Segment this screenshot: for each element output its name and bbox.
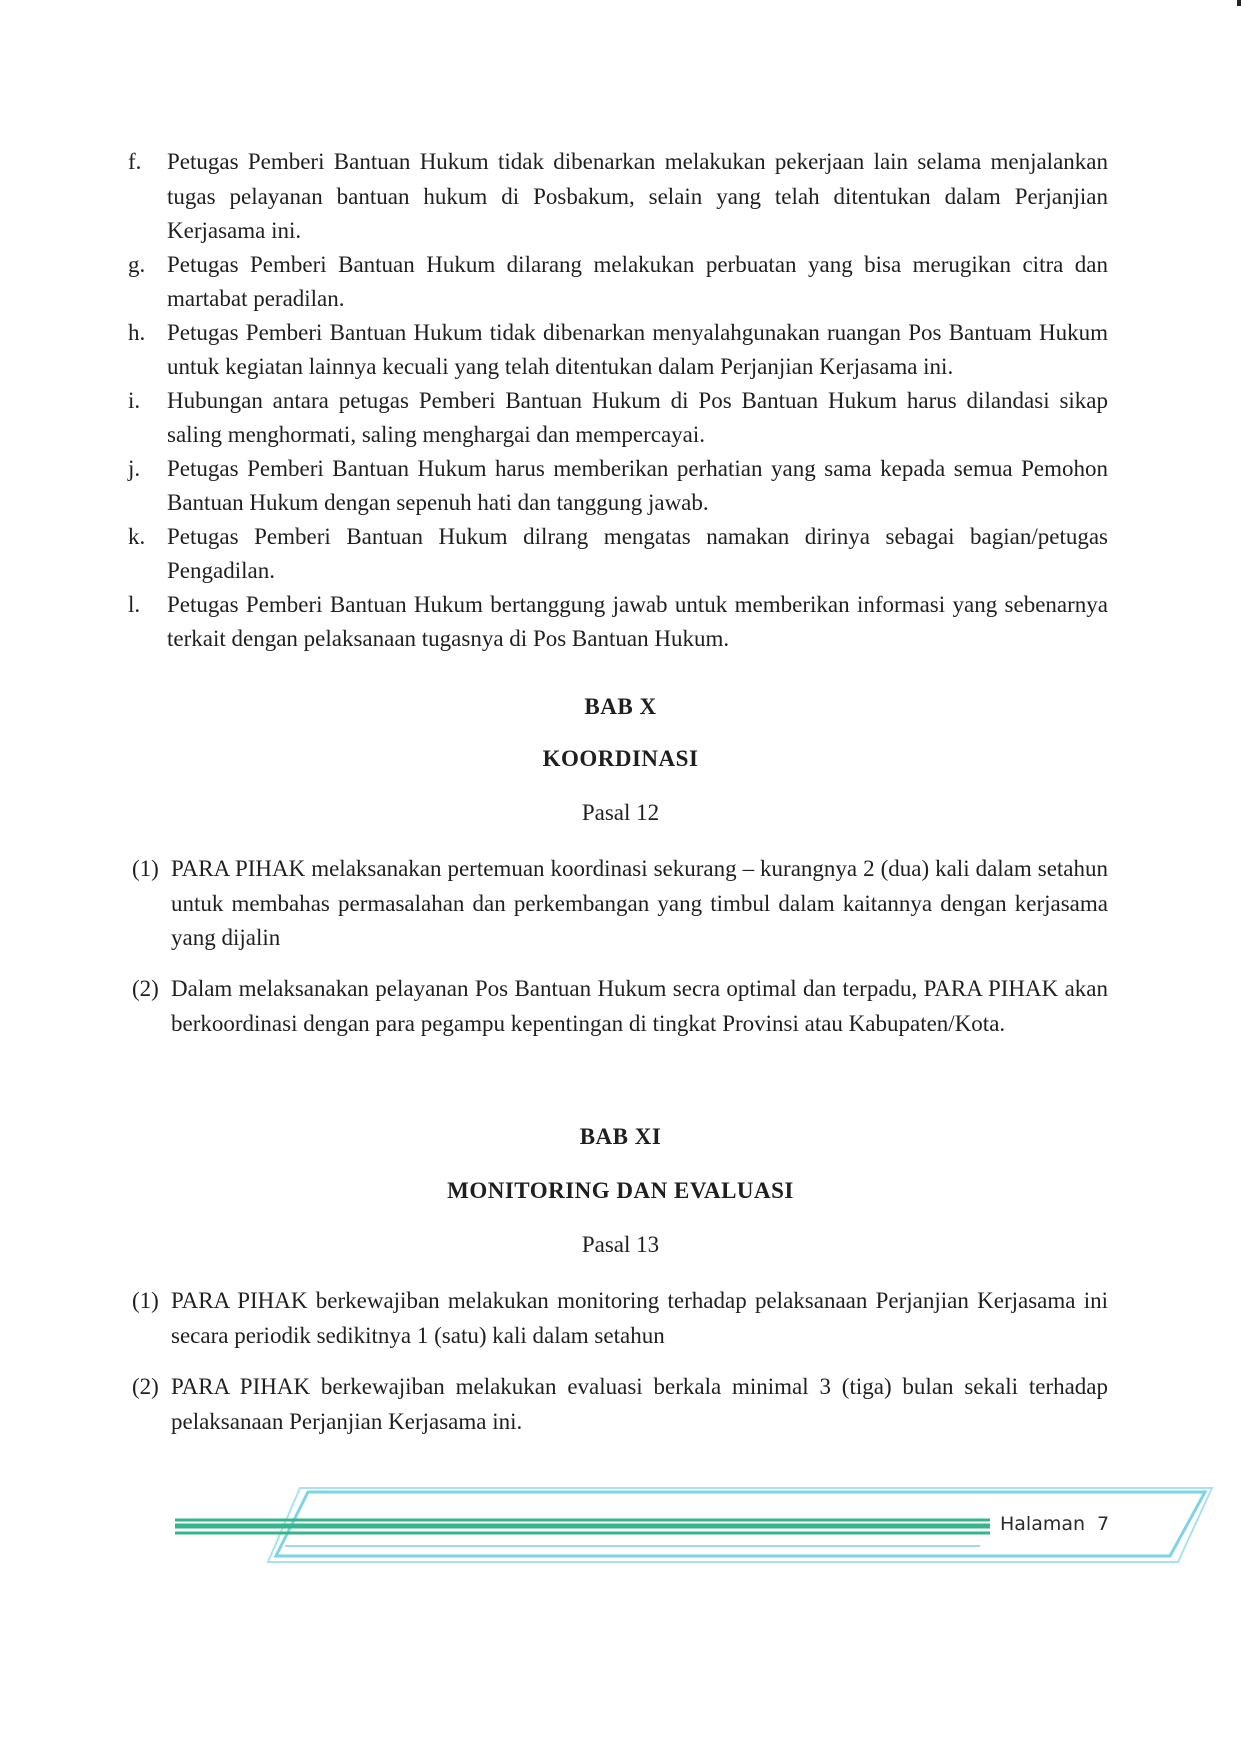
- chapter-heading: BAB X: [584, 694, 657, 719]
- list-item: [128, 452, 1108, 521]
- obligation-list: [128, 145, 1108, 656]
- list-marker: k.: [128, 523, 146, 549]
- list-item: [128, 316, 1108, 385]
- list-item: [128, 145, 1108, 249]
- clause: [132, 852, 1108, 956]
- article-heading: Pasal 12: [581, 800, 660, 825]
- list-item: [128, 588, 1108, 657]
- clause-text: PARA PIHAK berkewajiban melakukan monitoring terhadap pelaksanaan Perjanjian Kerjasama ini secara periodik sedikitnya 1 (satu) kali dalam setahun: [171, 1288, 1108, 1348]
- list-item-text: Hubungan antara petugas Pemberi Bantuan Hukum di Pos Bantuan Hukum harus dilandasi sikap saling menghormati, saling menghargai dan mempercayai.: [167, 387, 1108, 447]
- article-heading: Pasal 13: [581, 1232, 660, 1257]
- list-item-text: Petugas Pemberi Bantuan Hukum harus memberikan perhatian yang sama kepada semua Pemohon Bantuan Hukum dengan sepenuh hati dan tanggung jawab.: [167, 455, 1108, 515]
- list-item: [128, 384, 1108, 453]
- list-item-text: Petugas Pemberi Bantuan Hukum dilarang melakukan perbuatan yang bisa merugikan citra dan martabat peradilan.: [167, 251, 1108, 311]
- clause-text: PARA PIHAK berkewajiban melakukan evaluasi berkala minimal 3 (tiga) bulan sekali terhadap pelaksanaan Perjanjian Kerjasama ini.: [171, 1374, 1108, 1434]
- page-number: [1000, 1513, 1121, 1535]
- list-item-text: Petugas Pemberi Bantuan Hukum dilrang mengatas namakan dirinya sebagai bagian/petugas Pengadilan.: [167, 523, 1108, 583]
- clause: [132, 1370, 1108, 1439]
- list-marker: l.: [128, 591, 141, 617]
- chapter-title: MONITORING DAN EVALUASI: [447, 1178, 794, 1203]
- clause: [132, 1284, 1108, 1353]
- scan-mark: [1237, 0, 1241, 6]
- list-item: [128, 248, 1108, 317]
- list-item-text: Petugas Pemberi Bantuan Hukum tidak dibenarkan melakukan pekerjaan lain selama menjalankan tugas pelayanan bantuan hukum di Posbakum, selain yang telah ditentukan dalam Perjanjian Kerjasama ini.: [167, 149, 1108, 243]
- list-marker: h.: [128, 319, 146, 345]
- list-item-text: Petugas Pemberi Bantuan Hukum bertanggung jawab untuk memberikan informasi yang sebenarnya terkait dengan pelaksanaan tugasnya di Pos Bantuan Hukum.: [167, 591, 1108, 651]
- list-marker: i.: [128, 387, 141, 413]
- list-marker: j.: [128, 455, 141, 481]
- list-item: [128, 520, 1108, 589]
- clause-text: PARA PIHAK melaksanakan pertemuan koordinasi sekurang – kurangnya 2 (dua) kali dalam setahun untuk membahas permasalahan dan perkembangan yang timbul dalam kaitannya dengan kerjasama yang dijalin: [171, 856, 1108, 950]
- clause-text: Dalam melaksanakan pelayanan Pos Bantuan Hukum secra optimal dan terpadu, PARA PIHAK akan berkoordinasi dengan para pegampu kepentingan di tingkat Provinsi atau Kabupaten/Kota.: [171, 976, 1108, 1036]
- clause: [132, 972, 1108, 1041]
- list-marker: g.: [128, 251, 146, 277]
- clause-number: (2): [132, 976, 159, 1001]
- chapter-title: KOORDINASI: [542, 746, 699, 771]
- clause-number: (2): [132, 1374, 159, 1399]
- list-marker: f.: [128, 149, 142, 174]
- clause-number: (1): [132, 856, 159, 881]
- clause-number: (1): [132, 1288, 159, 1313]
- list-item-text: Petugas Pemberi Bantuan Hukum tidak dibenarkan menyalahgunakan ruangan Pos Bantuam Hukum untuk kegiatan lainnya kecuali yang telah ditentukan dalam Perjanjian Kerjasama ini.: [167, 319, 1108, 379]
- page-value: 7: [1097, 1513, 1110, 1535]
- page-label: Halaman: [1000, 1513, 1086, 1535]
- chapter-heading: BAB XI: [579, 1124, 662, 1149]
